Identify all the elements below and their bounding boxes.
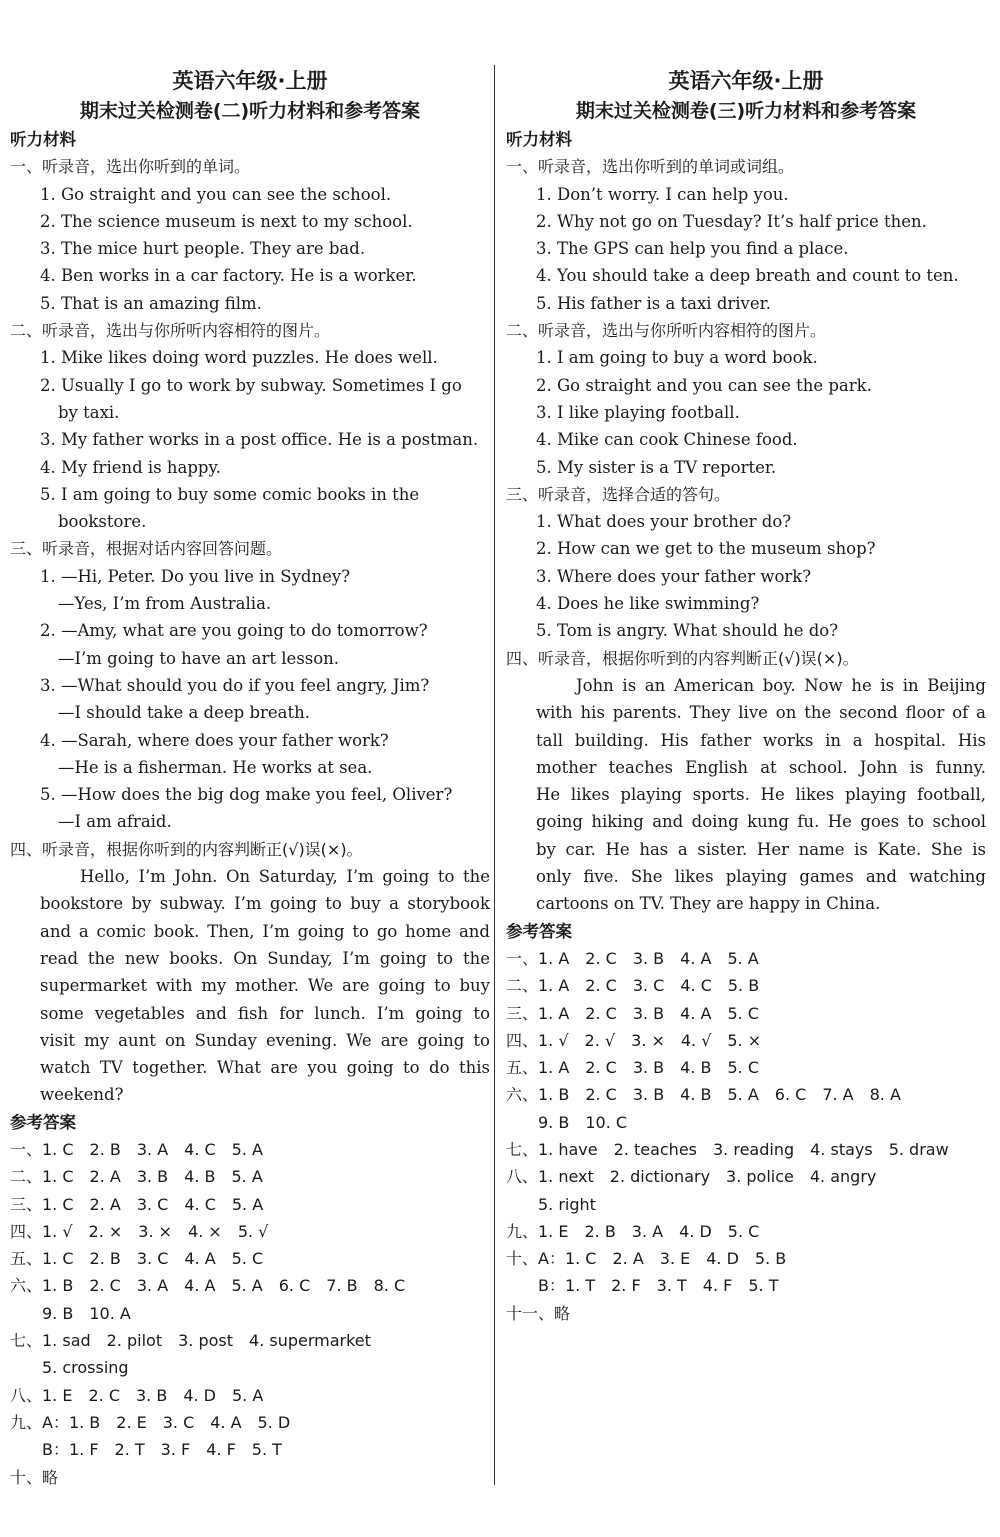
answer-line: 三、1. C 2. A 3. C 4. C 5. A	[10, 1194, 264, 1214]
right-column	[506, 0, 986, 1327]
text-line: bookstore by subway. I’m going to buy a storybook	[40, 894, 490, 914]
text-line: going hiking and doing kung fu. He goes to school	[536, 812, 986, 832]
answer-line: 一、1. C 2. B 3. A 4. C 5. A	[10, 1139, 263, 1159]
right-listening-material	[506, 153, 986, 917]
answer-line: 5. crossing	[10, 1358, 129, 1378]
text-line: 1. What does your brother do?	[536, 512, 792, 532]
answer-line: 五、1. A 2. C 3. B 4. B 5. C	[506, 1058, 760, 1078]
answer-line: 9. B 10. A	[10, 1303, 131, 1323]
right-book-title: 英语六年级·上册	[668, 69, 824, 93]
text-line: only five. She likes playing games and watching	[536, 867, 986, 887]
answer-line: 9. B 10. C	[506, 1112, 628, 1132]
text-line: 5. That is an amazing film.	[40, 293, 262, 313]
text-line: mother teaches English at school. John is funny.	[536, 757, 986, 777]
left-listening-heading: 听力材料	[10, 130, 76, 149]
section-heading: 四、听录音，根据你听到的内容判断正(√)误(×)。	[10, 839, 363, 859]
text-line: cartoons on TV. They are happy in China.	[536, 894, 881, 914]
section-heading: 三、听录音，选择合适的答句。	[506, 484, 731, 504]
text-line: 1. Mike likes doing word puzzles. He does well.	[40, 348, 438, 368]
left-listening-material	[10, 153, 490, 1108]
section-heading: 一、听录音，选出你听到的单词或词组。	[506, 157, 795, 177]
text-line: 2. How can we get to the museum shop?	[536, 539, 876, 559]
text-line: 4. You should take a deep breath and count to ten.	[536, 266, 959, 286]
left-test-title: 期末过关检测卷(二)听力材料和参考答案	[79, 100, 421, 122]
text-line: 1. I am going to buy a word book.	[536, 348, 818, 368]
text-line: 3. —What should you do if you feel angry, Jim?	[40, 675, 430, 695]
text-line: 1. —Hi, Peter. Do you live in Sydney?	[40, 566, 351, 586]
text-line: 5. —How does the big dog make you feel, Oliver?	[40, 785, 453, 805]
text-line: 3. I like playing football.	[536, 402, 740, 422]
answer-line: 六、1. B 2. C 3. A 4. A 5. A 6. C 7. B 8. C	[10, 1276, 406, 1296]
text-line: Hello, I’m John. On Saturday, I’m going to the	[80, 867, 490, 887]
answer-line: 五、1. C 2. B 3. C 4. A 5. C	[10, 1249, 264, 1269]
text-line: —I am afraid.	[58, 812, 172, 832]
answer-line: 十一、略	[506, 1303, 571, 1323]
answer-line: 一、1. A 2. C 3. B 4. A 5. A	[506, 948, 759, 968]
text-line: John is an American boy. Now he is in Beijing	[576, 675, 986, 695]
text-line: 3. My father works in a post office. He is a postman.	[40, 430, 479, 450]
text-line: 1. Go straight and you can see the school.	[40, 184, 392, 204]
text-line: 3. Where does your father work?	[536, 566, 812, 586]
answer-line: 5. right	[506, 1194, 596, 1214]
text-line: —He is a fisherman. He works at sea.	[58, 757, 373, 777]
text-line: 5. His father is a taxi driver.	[536, 293, 771, 313]
text-line: 2. The science museum is next to my school.	[40, 211, 413, 231]
text-line: some vegetables and fish for lunch. I’m going to	[40, 1003, 490, 1023]
text-line: 4. Does he like swimming?	[536, 594, 760, 614]
text-line: watch TV together. What are you going to do this	[40, 1058, 490, 1078]
text-line: read the new books. On Sunday, I’m going to the	[40, 948, 490, 968]
answer-line: 十、A：1. C 2. A 3. E 4. D 5. B	[506, 1249, 787, 1269]
text-line: 3. The mice hurt people. They are bad.	[40, 239, 366, 259]
column-divider	[494, 65, 495, 1485]
left-answer-key	[10, 1136, 490, 1491]
left-column	[10, 0, 490, 1491]
text-line: visit my aunt on Sunday evening. We are going to	[40, 1030, 490, 1050]
text-line: 5. My sister is a TV reporter.	[536, 457, 777, 477]
answer-line: 九、1. E 2. B 3. A 4. D 5. C	[506, 1221, 760, 1241]
answer-line: 九、A：1. B 2. E 3. C 4. A 5. D	[10, 1412, 291, 1432]
text-line: weekend?	[40, 1085, 124, 1105]
left-book-title: 英语六年级·上册	[172, 69, 328, 93]
answer-line: 七、1. have 2. teaches 3. reading 4. stays 5. draw	[506, 1139, 949, 1159]
right-test-title: 期末过关检测卷(三)听力材料和参考答案	[575, 100, 917, 122]
text-line: 4. —Sarah, where does your father work?	[40, 730, 389, 750]
text-line: —I’m going to have an art lesson.	[58, 648, 340, 668]
answer-line: 二、1. A 2. C 3. C 4. C 5. B	[506, 976, 760, 996]
answer-line: 二、1. C 2. A 3. B 4. B 5. A	[10, 1167, 263, 1187]
text-line: 2. Why not go on Tuesday? It’s half price then.	[536, 211, 927, 231]
text-line: and a comic book. Then, I’m going to go home and	[40, 921, 490, 941]
answer-line: 四、1. √ 2. √ 3. × 4. √ 5. ×	[506, 1030, 762, 1050]
section-heading: 三、听录音，根据对话内容回答问题。	[10, 539, 283, 559]
text-line: 4. Mike can cook Chinese food.	[536, 430, 798, 450]
section-heading: 二、听录音，选出与你所听内容相符的图片。	[506, 321, 827, 341]
answer-line: 八、1. E 2. C 3. B 4. D 5. A	[10, 1385, 264, 1405]
answer-line: 六、1. B 2. C 3. B 4. B 5. A 6. C 7. A 8. A	[506, 1085, 901, 1105]
section-heading: 一、听录音，选出你听到的单词。	[10, 157, 251, 177]
text-line: —Yes, I’m from Australia.	[58, 594, 272, 614]
text-line: 2. Go straight and you can see the park.	[536, 375, 872, 395]
text-line: 5. Tom is angry. What should he do?	[536, 621, 839, 641]
text-line: 4. Ben works in a car factory. He is a worker.	[40, 266, 417, 286]
right-answers-heading: 参考答案	[506, 921, 572, 941]
answer-line: B：1. F 2. T 3. F 4. F 5. T	[10, 1440, 282, 1460]
text-line: 1. Don’t worry. I can help you.	[536, 184, 789, 204]
text-line: supermarket with my mother. We are going to buy	[40, 976, 490, 996]
text-line: He likes playing sports. He likes playing football,	[536, 785, 986, 805]
text-line: tall building. His father works in a hospital. His	[536, 730, 986, 750]
left-answers-heading: 参考答案	[10, 1112, 76, 1132]
section-heading: 四、听录音，根据你听到的内容判断正(√)误(×)。	[506, 648, 859, 668]
text-line: 3. The GPS can help you find a place.	[536, 239, 849, 259]
answer-line: 八、1. next 2. dictionary 3. police 4. angry	[506, 1167, 877, 1187]
text-line: 2. —Amy, what are you going to do tomorrow?	[40, 621, 428, 641]
text-line: bookstore.	[58, 512, 147, 532]
answer-line: B：1. T 2. F 3. T 4. F 5. T	[506, 1276, 779, 1296]
answer-line: 十、略	[10, 1467, 59, 1487]
section-heading: 二、听录音，选出与你所听内容相符的图片。	[10, 321, 331, 341]
text-line: 4. My friend is happy.	[40, 457, 221, 477]
text-line: 2. Usually I go to work by subway. Sometimes I go	[40, 375, 462, 395]
answer-line: 四、1. √ 2. × 3. × 4. × 5. √	[10, 1221, 269, 1241]
answer-line: 三、1. A 2. C 3. B 4. A 5. C	[506, 1003, 759, 1023]
right-listening-heading: 听力材料	[506, 130, 572, 149]
right-answer-key	[506, 945, 986, 1327]
text-line: by taxi.	[58, 402, 120, 422]
text-line: with his parents. They live on the second floor of a	[536, 703, 986, 723]
text-line: by car. He has a sister. Her name is Kate. She is	[536, 839, 986, 859]
text-line: —I should take a deep breath.	[58, 703, 311, 723]
text-line: 5. I am going to buy some comic books in the	[40, 484, 420, 504]
answer-line: 七、1. sad 2. pilot 3. post 4. supermarket	[10, 1331, 371, 1351]
